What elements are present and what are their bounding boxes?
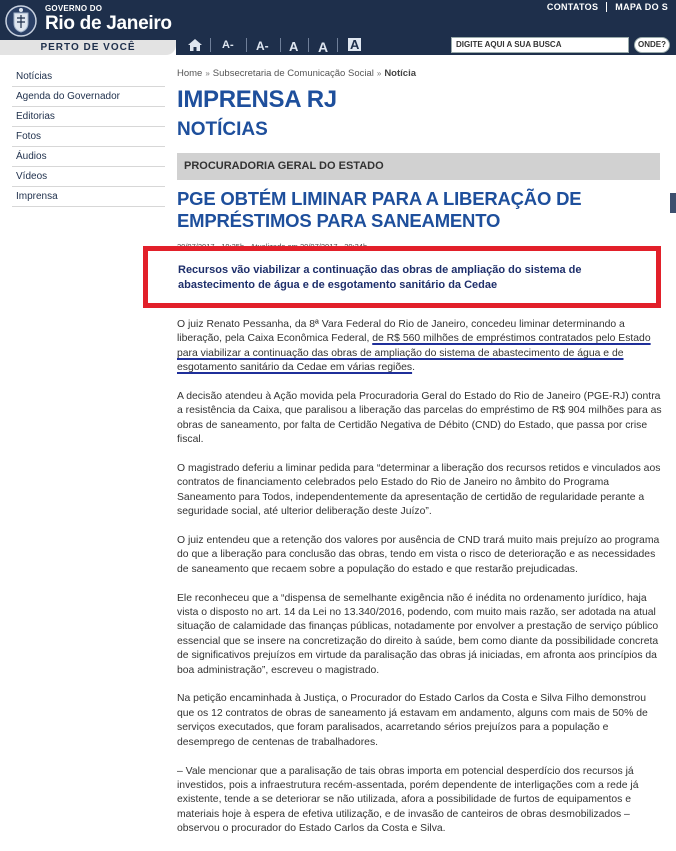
toolbar-divider [308, 38, 309, 52]
news-lead: Recursos vão viabilizar a continuação das obras de ampliação do sistema de abastecimento de água e de esgotamento sanitário da Cedae [178, 264, 582, 291]
home-icon[interactable] [188, 39, 202, 54]
breadcrumb-home[interactable]: Home [177, 68, 203, 79]
toolbar-divider [210, 38, 211, 52]
section-label: PROCURADORIA GERAL DO ESTADO [177, 153, 660, 180]
sidebar-nav [12, 67, 165, 207]
side-scroll-tab[interactable] [670, 193, 676, 213]
breadcrumb-separator-icon: » [205, 69, 210, 78]
paragraph-4: O juiz entendeu que a retenção dos valores por ausência de CND trará muito mais prejuízo ao programa do que a liberação para conclusão das obras, tendo em vista o risco de deterioração e as necessidades de saneamento que recaem sobre a população do estado e que restarão prejudicadas. [177, 535, 660, 575]
breadcrumb [177, 68, 663, 82]
sidebar-item-audios[interactable]: Áudios [12, 147, 165, 167]
main-content [177, 68, 663, 258]
font-small-icon[interactable]: A- [256, 39, 269, 53]
paragraph-2: A decisão atendeu à Ação movida pela Procuradoria Geral do Estado do Rio de Janeiro (PGE-RJ) contra a resistência da Caixa, que paralisou a liberação das parcelas do empréstimo de R$ 904 milhões para as obras de saneamento, por falta de Certidão Negativa de Débito (CND) do Estado, que passa por crise fiscal. [177, 391, 662, 446]
mapa-do-site-link[interactable]: MAPA DO S [615, 2, 668, 12]
paragraph-1 [177, 318, 662, 376]
page-subtitle: NOTÍCIAS [177, 119, 268, 140]
toolbar-divider [337, 38, 338, 52]
page-title: IMPRENSA RJ [177, 86, 337, 113]
news-body [177, 318, 662, 851]
paragraph-7: – Vale mencionar que a paralisação de tais obras importa em potencial desperdício dos recursos já investidos, pois a infraestrutura recém-assentada, porém dependente de interligações com a rede já existente, tende a se deteriorar se não utilizada, afora a possibilidade de furtos de equipamentos e materiais hoje à espera de efetiva utilização, e de invasão de canteiros de obras desmobilizados – observou o procurador do Estado Carlos da Costa e Silva. [177, 765, 639, 835]
toolbar-divider [280, 38, 281, 52]
sidebar-item-videos[interactable]: Vídeos [12, 167, 165, 187]
search-button[interactable]: ONDE? [634, 37, 670, 53]
news-title: PGE OBTÉM LIMINAR PARA A LIBERAÇÃO DE EMPRÉSTIMOS PARA SANEAMENTO [177, 188, 582, 231]
paragraph-5: Ele reconheceu que a “dispensa de semelhante exigência não é inédita no ordenamento jurídico, haja vista o disposto no art. 14 da Lei no 13.340/2016, podendo, com muito mais razão, ser adotada na atual situação de calamidade das finanças públicas, notadamente por envolver a prestação de serviço público essencial que se insere na concretização do direito à saúde, bem como diante da possibilidade concreta de significativos prejuízos em virtude da paralisação das obras já iniciadas, em afronta aos princípios da boa administração”, escreveu o magistrado. [177, 592, 659, 676]
sidebar-item-fotos[interactable]: Fotos [12, 127, 165, 147]
font-normal-icon[interactable]: A [289, 39, 299, 54]
search-input[interactable]: DIGITE AQUI A SUA BUSCA [451, 37, 629, 53]
font-increase-icon[interactable]: A [318, 39, 329, 55]
tagline: PERTO DE VOCÊ [0, 40, 176, 55]
breadcrumb-level1[interactable]: Subsecretaria de Comunicação Social [212, 68, 374, 79]
sidebar-item-editorias[interactable]: Editorias [12, 107, 165, 127]
lead-highlight-box [143, 246, 661, 308]
breadcrumb-separator-icon: » [376, 69, 382, 78]
sidebar-item-agenda[interactable]: Agenda do Governador [12, 87, 165, 107]
breadcrumb-current: Notícia [384, 68, 416, 79]
sidebar-item-imprensa[interactable]: Imprensa [12, 187, 165, 207]
contatos-link[interactable]: CONTATOS [546, 2, 599, 12]
paragraph-1-end: . [412, 362, 415, 374]
underlined-highlight: de R$ 560 milhões de empréstimos contratados pelo Estado para viabilizar a continuação das obras de ampliação do sistema de abastecimento de água e de esgotamento sanitário da Cedae em várias regiões [177, 333, 651, 374]
gov-label: GOVERNO DO [45, 4, 103, 13]
contrast-icon[interactable]: A [350, 37, 360, 52]
sidebar-item-noticias[interactable]: Notícias [12, 67, 165, 87]
paragraph-6: Na petição encaminhada à Justiça, o Procurador do Estado Carlos da Costa e Silva Filho demonstrou que os 12 contratos de obras de saneamento já estavam em andamento, alguns com mais de 50% de serviços executados, que foram paralisados, acarretando sérios prejuízos para a população e desemprego de centenas de trabalhadores. [177, 693, 648, 748]
font-decrease-icon[interactable]: A- [222, 39, 234, 51]
state-name: Rio de Janeiro [45, 13, 172, 34]
coat-of-arms-icon [4, 4, 38, 38]
paragraph-1-text: O juiz Renato Pessanha, da 8ª Vara Federal do Rio de Janeiro, concedeu liminar determinando a liberação, pela Caixa Econômica Federal, [177, 319, 625, 345]
paragraph-3: O magistrado deferiu a liminar pedida para “determinar a liberação dos recursos retidos e vinculados aos contratos de financiamento celebrados pelo Estado do Rio de Janeiro no âmbito do Programa Saneamento para Todos, independentemente da apresentação de certidão de regularidade perante a seguridade social, até ulterior deliberação deste Juízo”. [177, 463, 661, 518]
toolbar-divider [246, 38, 247, 52]
